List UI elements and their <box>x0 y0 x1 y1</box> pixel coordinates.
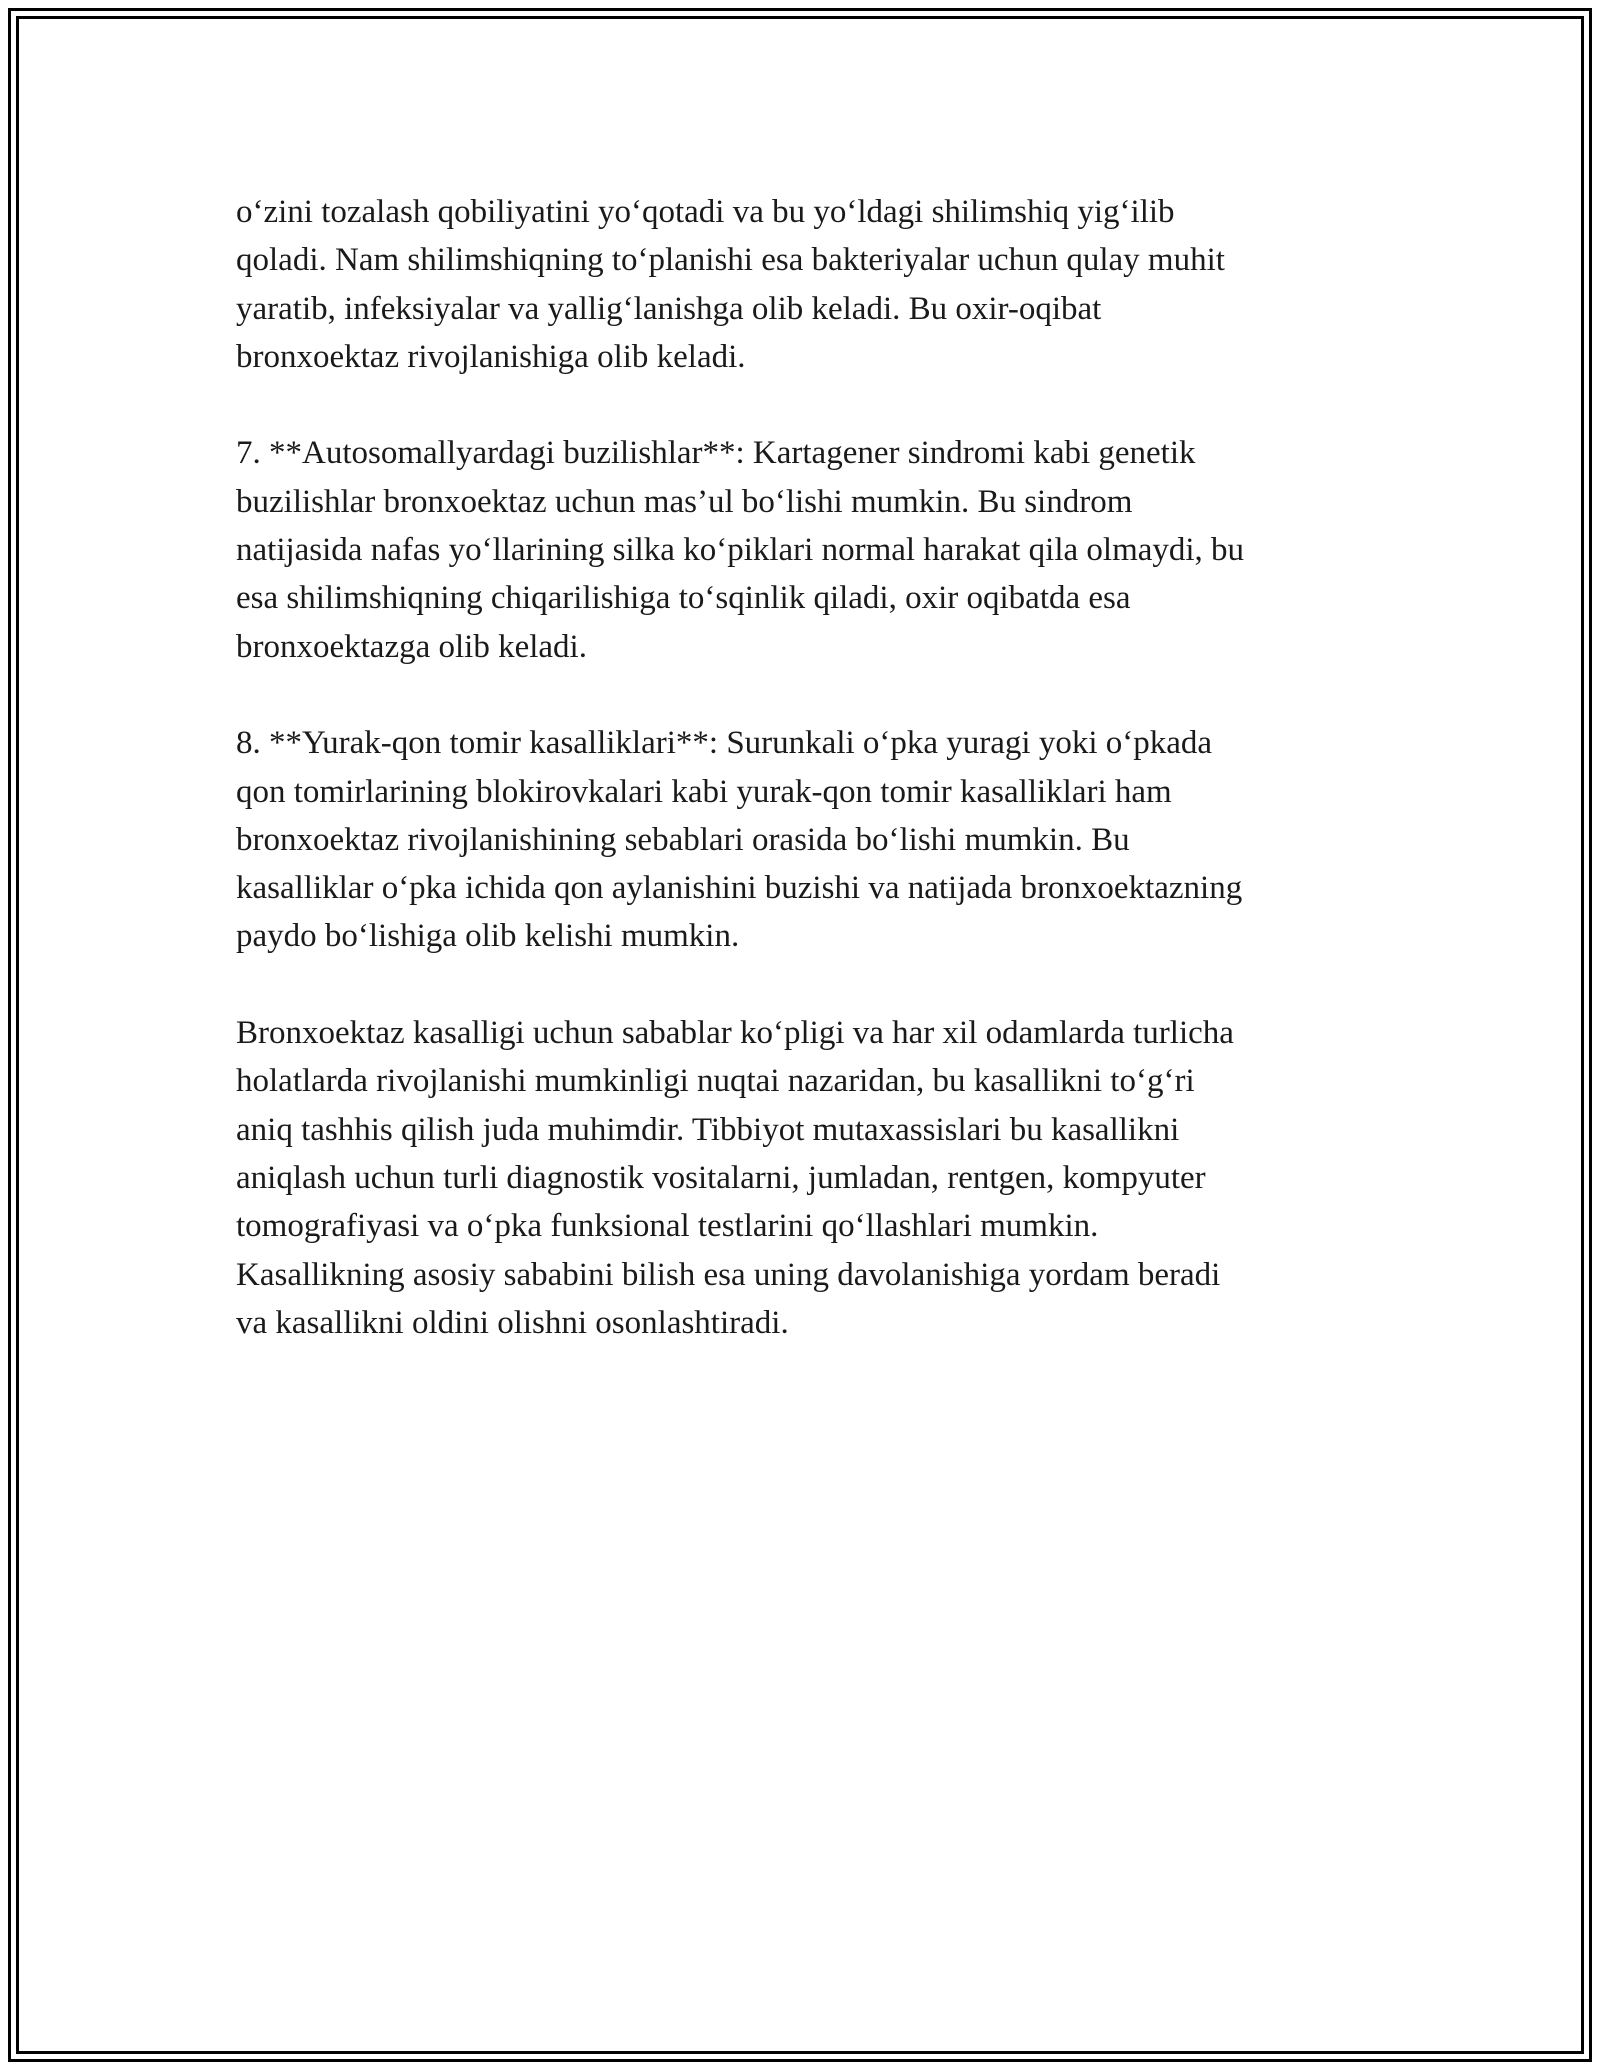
text-line: paydo bo‘lishiga olib kelishi mumkin. <box>236 918 740 955</box>
text-line: qoladi. Nam shilimshiqning to‘planishi esa bakteriyalar uchun qulay muhit <box>236 242 1225 279</box>
text-line: bronxoektazga olib keladi. <box>236 628 587 665</box>
paragraph-item-7 <box>236 429 1366 670</box>
text-line: Bronxoektaz kasalligi uchun sabablar ko‘pligi va har xil odamlarda turlicha <box>236 1015 1234 1052</box>
text-line: buzilishlar bronxoektaz uchun mas’ul bo‘lishi mumkin. Bu sindrom <box>236 483 1133 520</box>
text-line: bronxoektaz rivojlanishiga olib keladi. <box>236 338 746 375</box>
text-line: esa shilimshiqning chiqarilishiga to‘sqinlik qiladi, oxir oqibatda esa <box>236 580 1131 617</box>
document-body <box>236 188 1366 1395</box>
text-line: aniq tashhis qilish juda muhimdir. Tibbiyot mutaxassislari bu kasallikni <box>236 1111 1180 1148</box>
text-line: qon tomirlarining blokirovkalari kabi yurak-qon tomir kasalliklari ham <box>236 773 1172 810</box>
text-line: 8. **Yurak-qon tomir kasalliklari**: Surunkali o‘pka yuragi yoki o‘pkada <box>236 725 1213 762</box>
text-line: yaratib, infeksiyalar va yallig‘lanishga olib keladi. Bu oxir-oqibat <box>236 290 1102 327</box>
text-line: 7. **Autosomallyardagi buzilishlar**: Kartagener sindromi kabi genetik <box>236 435 1196 472</box>
paragraph-conclusion <box>236 1009 1366 1347</box>
paragraph-continuation <box>236 188 1366 381</box>
paragraph-item-8 <box>236 719 1366 960</box>
text-line: va kasallikni oldini olishni osonlashtiradi. <box>236 1304 789 1341</box>
text-line: aniqlash uchun turli diagnostik vositalarni, jumladan, rentgen, kompyuter <box>236 1159 1206 1196</box>
text-line: kasalliklar o‘pka ichida qon aylanishini buzishi va natijada bronxoektazning <box>236 870 1243 907</box>
text-line: holatlarda rivojlanishi mumkinligi nuqtai nazaridan, bu kasallikni to‘g‘ri <box>236 1063 1195 1100</box>
text-line: bronxoektaz rivojlanishining sebablari orasida bo‘lishi mumkin. Bu <box>236 821 1130 858</box>
text-line: Kasallikning asosiy sababini bilish esa uning davolanishiga yordam beradi <box>236 1256 1221 1293</box>
text-line: natijasida nafas yo‘llarining silka ko‘piklari normal harakat qila olmaydi, bu <box>236 532 1245 569</box>
text-line: tomografiyasi va o‘pka funksional testlarini qo‘llashlari mumkin. <box>236 1208 1099 1245</box>
text-line: o‘zini tozalash qobiliyatini yo‘qotadi va bu yo‘ldagi shilimshiq yig‘ilib <box>236 194 1175 230</box>
